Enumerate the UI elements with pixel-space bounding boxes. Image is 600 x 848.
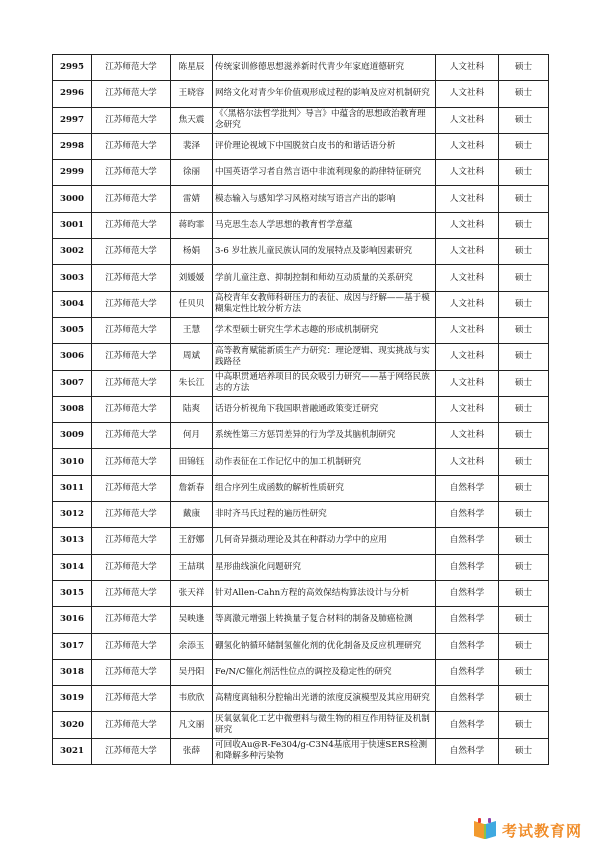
category-cell: 人文社科 [436,81,499,107]
table-row [53,607,549,633]
name-cell: 陈星辰 [171,55,213,81]
table-row [53,186,549,212]
university-cell: 江苏师范大学 [92,370,171,396]
title-cell: Fe/N/C催化剂活性位点的调控及稳定性的研究 [213,659,436,685]
name-cell: 朱长江 [171,370,213,396]
name-cell: 詹新春 [171,475,213,501]
site-watermark [472,818,582,842]
university-cell: 江苏师范大学 [92,317,171,343]
row-id: 2999 [53,160,92,186]
table-row [53,107,549,133]
university-cell: 江苏师范大学 [92,239,171,265]
degree-cell: 硕士 [499,107,549,133]
university-cell: 江苏师范大学 [92,738,171,764]
name-cell: 焦天震 [171,107,213,133]
title-cell: 针对Allen-Cahn方程的高效保结构算法设计与分析 [213,580,436,606]
degree-cell: 硕士 [499,265,549,291]
name-cell: 王晓容 [171,81,213,107]
category-cell: 自然科学 [436,686,499,712]
row-id: 3005 [53,317,92,343]
title-cell: 可回收Au@R-Fe304/g-C3N4基底用于快速SERS检测和降解多种污染物 [213,738,436,764]
row-id: 3002 [53,239,92,265]
university-cell: 江苏师范大学 [92,712,171,738]
row-id: 2996 [53,81,92,107]
table-row [53,686,549,712]
row-id: 3007 [53,370,92,396]
name-cell: 田锦钰 [171,449,213,475]
degree-cell: 硕士 [499,133,549,159]
degree-cell: 硕士 [499,580,549,606]
row-id: 2998 [53,133,92,159]
university-cell: 江苏师范大学 [92,396,171,422]
row-id: 3000 [53,186,92,212]
degree-cell: 硕士 [499,317,549,343]
category-cell: 人文社科 [436,55,499,81]
title-cell: 等离激元增强上转换量子复合材料的制备及肺癌检测 [213,607,436,633]
table-row [53,659,549,685]
category-cell: 自然科学 [436,738,499,764]
category-cell: 人文社科 [436,396,499,422]
category-cell: 自然科学 [436,712,499,738]
name-cell: 何月 [171,423,213,449]
table-row [53,317,549,343]
name-cell: 陆爽 [171,396,213,422]
table-row [53,528,549,554]
degree-cell: 硕士 [499,607,549,633]
name-cell: 张天祥 [171,580,213,606]
table-row [53,502,549,528]
category-cell: 人文社科 [436,133,499,159]
table-body [53,55,549,765]
name-cell: 王慧 [171,317,213,343]
degree-cell: 硕士 [499,344,549,370]
title-cell: 3-6 岁壮族儿童民族认同的发展特点及影响因素研究 [213,239,436,265]
name-cell: 任贝贝 [171,291,213,317]
degree-cell: 硕士 [499,423,549,449]
name-cell: 吴丹阳 [171,659,213,685]
row-id: 3003 [53,265,92,291]
name-cell: 张薛 [171,738,213,764]
category-cell: 人文社科 [436,160,499,186]
row-id: 3009 [53,423,92,449]
row-id: 3011 [53,475,92,501]
table-row [53,580,549,606]
university-cell: 江苏师范大学 [92,133,171,159]
name-cell: 周斌 [171,344,213,370]
title-cell: 模态输入与感知学习风格对续写语言产出的影响 [213,186,436,212]
table-row [53,475,549,501]
category-cell: 人文社科 [436,265,499,291]
table-row [53,81,549,107]
table-row [53,344,549,370]
row-id: 3013 [53,528,92,554]
university-cell: 江苏师范大学 [92,212,171,238]
degree-cell: 硕士 [499,81,549,107]
degree-cell: 硕士 [499,659,549,685]
degree-cell: 硕士 [499,475,549,501]
degree-cell: 硕士 [499,186,549,212]
table-row [53,212,549,238]
category-cell: 人文社科 [436,344,499,370]
title-cell: 《〈黑格尔法哲学批判〉导言》中蕴含的思想政治教育理念研究 [213,107,436,133]
title-cell: 高精度离轴积分腔输出光谱的浓度反演模型及其应用研究 [213,686,436,712]
degree-cell: 硕士 [499,528,549,554]
name-cell: 吴映逢 [171,607,213,633]
university-cell: 江苏师范大学 [92,186,171,212]
degree-cell: 硕士 [499,55,549,81]
table-row [53,291,549,317]
category-cell: 自然科学 [436,607,499,633]
category-cell: 人文社科 [436,186,499,212]
title-cell: 非时齐马氏过程的遍历性研究 [213,502,436,528]
table-row [53,160,549,186]
title-cell: 传统家训修德思想滋养新时代青少年家庭道德研究 [213,55,436,81]
degree-cell: 硕士 [499,738,549,764]
watermark-text: 考试教育网 [501,821,582,840]
title-cell: 动作表征在工作记忆中的加工机制研究 [213,449,436,475]
category-cell: 人文社科 [436,370,499,396]
category-cell: 人文社科 [436,291,499,317]
row-id: 3017 [53,633,92,659]
title-cell: 组合序列生成函数的解析性质研究 [213,475,436,501]
university-cell: 江苏师范大学 [92,423,171,449]
table-row [53,712,549,738]
row-id: 3006 [53,344,92,370]
degree-cell: 硕士 [499,502,549,528]
row-id: 3001 [53,212,92,238]
name-cell: 戴康 [171,502,213,528]
university-cell: 江苏师范大学 [92,528,171,554]
university-cell: 江苏师范大学 [92,449,171,475]
row-id: 3015 [53,580,92,606]
name-cell: 杨娟 [171,239,213,265]
row-id: 3012 [53,502,92,528]
degree-cell: 硕士 [499,449,549,475]
degree-cell: 硕士 [499,396,549,422]
category-cell: 自然科学 [436,580,499,606]
table-row [53,633,549,659]
book-logo-icon [472,818,498,842]
category-cell: 自然科学 [436,528,499,554]
table-row [53,396,549,422]
degree-cell: 硕士 [499,160,549,186]
table-row [53,423,549,449]
university-cell: 江苏师范大学 [92,580,171,606]
university-cell: 江苏师范大学 [92,686,171,712]
title-cell: 厌氧氨氧化工艺中微塑料与微生物的相互作用特征及机制研究 [213,712,436,738]
university-cell: 江苏师范大学 [92,291,171,317]
university-cell: 江苏师范大学 [92,659,171,685]
row-id: 3008 [53,396,92,422]
title-cell: 评价理论视域下中国脱贫白皮书的和谐话语分析 [213,133,436,159]
category-cell: 自然科学 [436,554,499,580]
table-row [53,449,549,475]
name-cell: 韦欣欣 [171,686,213,712]
name-cell: 雷婧 [171,186,213,212]
category-cell: 自然科学 [436,659,499,685]
category-cell: 人文社科 [436,423,499,449]
row-id: 3018 [53,659,92,685]
title-cell: 系统性第三方惩罚差异的行为学及其脑机制研究 [213,423,436,449]
project-list-table [52,54,549,765]
category-cell: 人文社科 [436,239,499,265]
row-id: 3021 [53,738,92,764]
university-cell: 江苏师范大学 [92,344,171,370]
table-row [53,370,549,396]
degree-cell: 硕士 [499,212,549,238]
title-cell: 高校青年女教师科研压力的表征、成因与纾解——基于模糊集定性比较分析方法 [213,291,436,317]
row-id: 3014 [53,554,92,580]
table-row [53,239,549,265]
name-cell: 刘媛媛 [171,265,213,291]
title-cell: 马克思生态人学思想的教育哲学意蕴 [213,212,436,238]
title-cell: 硼氢化钠循环储制氢催化剂的优化制备及反应机理研究 [213,633,436,659]
category-cell: 自然科学 [436,502,499,528]
university-cell: 江苏师范大学 [92,502,171,528]
title-cell: 学术型硕士研究生学术志趣的形成机制研究 [213,317,436,343]
row-id: 2997 [53,107,92,133]
name-cell: 凡文丽 [171,712,213,738]
table-row [53,133,549,159]
title-cell: 话语分析视角下我国职普融通政策变迁研究 [213,396,436,422]
category-cell: 人文社科 [436,449,499,475]
table-row [53,554,549,580]
title-cell: 高等教育赋能新质生产力研究：理论逻辑、现实挑战与实践路径 [213,344,436,370]
degree-cell: 硕士 [499,291,549,317]
name-cell: 裴泽 [171,133,213,159]
title-cell: 网络文化对青少年价值观形成过程的影响及应对机制研究 [213,81,436,107]
category-cell: 人文社科 [436,317,499,343]
category-cell: 人文社科 [436,212,499,238]
name-cell: 徐丽 [171,160,213,186]
university-cell: 江苏师范大学 [92,160,171,186]
title-cell: 星形曲线演化问题研究 [213,554,436,580]
row-id: 3016 [53,607,92,633]
table-row [53,265,549,291]
table-row [53,738,549,764]
category-cell: 人文社科 [436,107,499,133]
category-cell: 自然科学 [436,633,499,659]
title-cell: 几何奇异摄动理论及其在种群动力学中的应用 [213,528,436,554]
row-id: 3019 [53,686,92,712]
university-cell: 江苏师范大学 [92,55,171,81]
title-cell: 中国英语学习者自然言语中非流利现象的韵律特征研究 [213,160,436,186]
name-cell: 余添玉 [171,633,213,659]
university-cell: 江苏师范大学 [92,607,171,633]
degree-cell: 硕士 [499,712,549,738]
title-cell: 中高职贯通培养项目的民众吸引力研究——基于网络民族志的方法 [213,370,436,396]
name-cell: 蒋昀霏 [171,212,213,238]
university-cell: 江苏师范大学 [92,265,171,291]
degree-cell: 硕士 [499,554,549,580]
degree-cell: 硕士 [499,370,549,396]
title-cell: 学前儿童注意、抑制控制和师幼互动质量的关系研究 [213,265,436,291]
table-row [53,55,549,81]
university-cell: 江苏师范大学 [92,475,171,501]
row-id: 3004 [53,291,92,317]
degree-cell: 硕士 [499,239,549,265]
university-cell: 江苏师范大学 [92,107,171,133]
row-id: 2995 [53,55,92,81]
category-cell: 自然科学 [436,475,499,501]
name-cell: 王舒娜 [171,528,213,554]
university-cell: 江苏师范大学 [92,554,171,580]
degree-cell: 硕士 [499,633,549,659]
row-id: 3020 [53,712,92,738]
university-cell: 江苏师范大学 [92,633,171,659]
degree-cell: 硕士 [499,686,549,712]
university-cell: 江苏师范大学 [92,81,171,107]
name-cell: 王喆琪 [171,554,213,580]
row-id: 3010 [53,449,92,475]
